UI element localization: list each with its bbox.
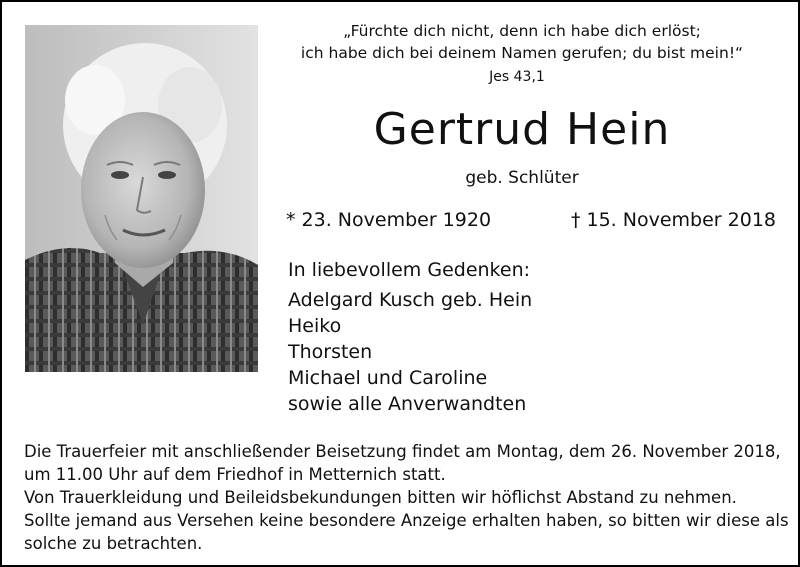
funeral-info-line: Die Trauerfeier mit anschließender Beisetzung findet am Montag, dem 26. November 2018, <box>24 442 781 461</box>
funeral-info-line: Von Trauerkleidung und Beileidsbekundungen bitten wir höflichst Abstand zu nehmen. <box>24 488 737 507</box>
quote-line: ich habe dich bei deinem Namen gerufen; du bist mein!“ <box>300 44 744 62</box>
mourner-name: Adelgard Kusch geb. Hein <box>288 289 533 311</box>
maiden-name: geb. Schlüter <box>465 168 579 188</box>
mourner-name: Michael und Caroline <box>288 367 488 389</box>
deceased-name: Gertrud Hein <box>373 104 671 155</box>
funeral-info-line: solche zu betrachten. <box>24 534 203 553</box>
mourner-name: Heiko <box>288 315 342 337</box>
funeral-info-line: um 11.00 Uhr auf dem Friedhof in Metternich statt. <box>24 465 446 484</box>
birth-date: * 23. November 1920 <box>286 209 492 231</box>
bible-quote <box>282 20 762 64</box>
funeral-info <box>24 440 789 555</box>
quote-line: „Fürchte dich nicht, denn ich habe dich erlöst; <box>343 22 701 40</box>
portrait-photo <box>25 25 258 372</box>
mourner-name: Thorsten <box>288 341 373 363</box>
mourner-name: sowie alle Anverwandten <box>288 393 527 415</box>
quote-source: Jes 43,1 <box>489 69 545 85</box>
death-date: † 15. November 2018 <box>570 209 776 231</box>
memory-heading: In liebevollem Gedenken: <box>288 259 531 281</box>
funeral-info-line: Sollte jemand aus Versehen keine besondere Anzeige erhalten haben, so bitten wir diese als <box>24 511 789 530</box>
mourners-list <box>288 287 532 417</box>
